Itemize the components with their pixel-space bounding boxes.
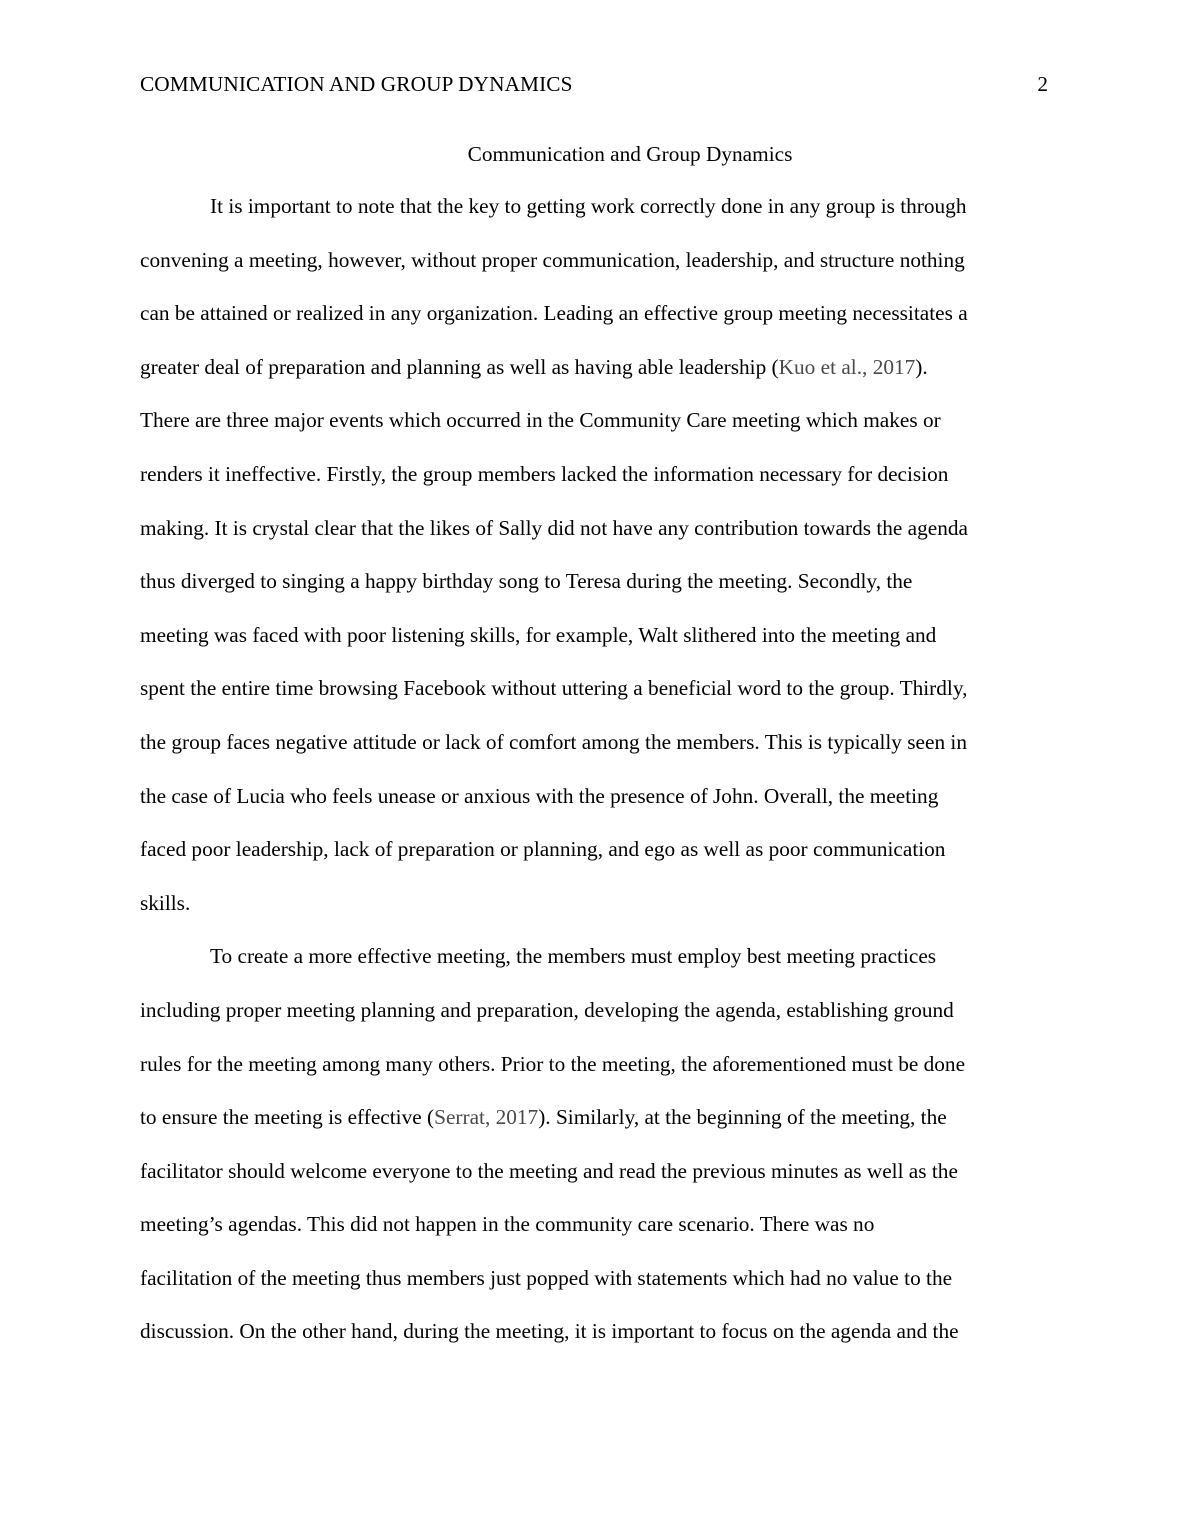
paragraph-1-line: meeting was faced with poor listening skills, for example, Walt slithered into the meeting and (140, 622, 937, 647)
paragraph-1-line: skills. (140, 890, 191, 915)
citation: Kuo et al., 2017 (778, 354, 916, 379)
paragraph-2-line: facilitator should welcome everyone to the meeting and read the previous minutes as well as the (140, 1158, 958, 1183)
paragraph-2-line: meeting’s agendas. This did not happen in the community care scenario. There was no (140, 1212, 875, 1237)
page-number: 2 (1037, 72, 1048, 96)
paragraph-2-line-with-citation (140, 1091, 1060, 1145)
paragraph-1-line: spent the entire time browsing Facebook without uttering a beneficial word to the group. Thirdly, (140, 676, 968, 701)
paragraph-1-line: the group faces negative attitude or lack of comfort among the members. This is typically seen in (140, 729, 967, 754)
paragraph-1-line: convening a meeting, however, without proper communication, leadership, and structure nothing (140, 247, 965, 272)
paragraph-1-line: can be attained or realized in any organization. Leading an effective group meeting necessitates a (140, 301, 968, 326)
running-head-title: COMMUNICATION AND GROUP DYNAMICS (140, 72, 573, 96)
document-title: Communication and Group Dynamics (467, 142, 793, 166)
text-fragment: to ensure the meeting is effective ( (140, 1105, 435, 1130)
paragraph-1-line: It is important to note that the key to getting work correctly done in any group is through (210, 194, 967, 218)
paragraph-1-line: the case of Lucia who feels unease or anxious with the presence of John. Overall, the meeting (140, 783, 939, 808)
paragraph-2-line: To create a more effective meeting, the members must employ best meeting practices (210, 944, 937, 969)
body-text (140, 180, 1060, 1359)
paragraph-1-line: There are three major events which occurred in the Community Care meeting which makes or (140, 408, 941, 433)
text-fragment: greater deal of preparation and planning as well as having able leadership ( (140, 354, 779, 379)
paragraph-2-line: including proper meeting planning and preparation, developing the agenda, establishing ground (140, 997, 954, 1022)
paragraph-2-line: facilitation of the meeting thus members just popped with statements which had no value to the (140, 1265, 953, 1290)
paragraph-1-line: making. It is crystal clear that the likes of Sally did not have any contribution towards the agenda (140, 515, 968, 540)
paragraph-2-line: rules for the meeting among many others. Prior to the meeting, the aforementioned must be done (140, 1051, 966, 1076)
paragraph-1-line: faced poor leadership, lack of preparation or planning, and ego as well as poor communication (140, 837, 946, 862)
text-fragment: ). Similarly, at the beginning of the meeting, the (538, 1105, 947, 1130)
paragraph-2-line: discussion. On the other hand, during the meeting, it is important to focus on the agenda and the (140, 1319, 959, 1344)
running-head (140, 70, 1048, 98)
text-fragment: ). (915, 354, 928, 379)
paragraph-1-line: renders it ineffective. Firstly, the group members lacked the information necessary for decision (140, 461, 949, 486)
citation: Serrat, 2017 (434, 1105, 539, 1130)
paragraph-1-line-with-citation (140, 341, 1060, 395)
paragraph-1-line: thus diverged to singing a happy birthday song to Teresa during the meeting. Secondly, the (140, 569, 913, 594)
